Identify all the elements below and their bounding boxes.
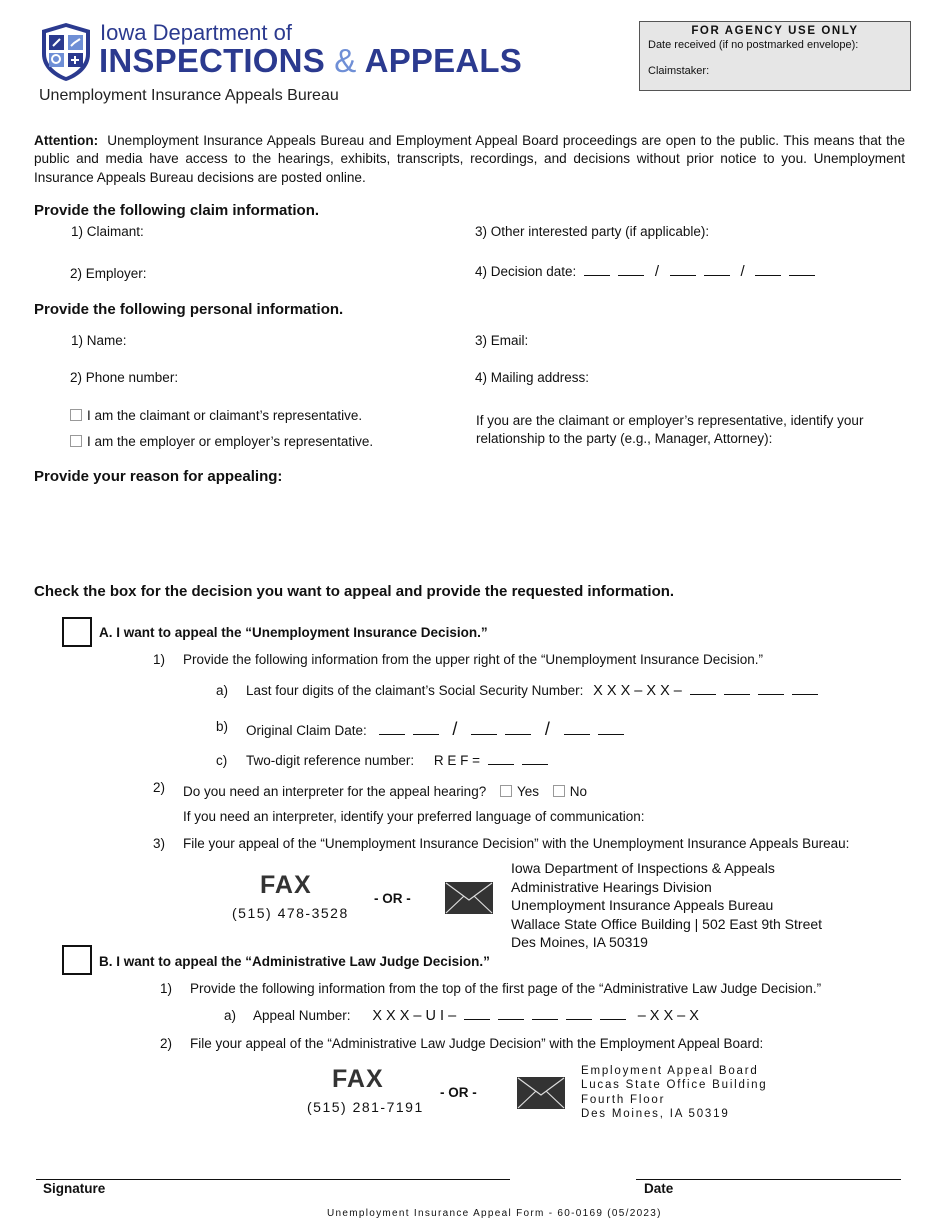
address-line: Fourth Floor	[581, 1093, 666, 1106]
original-claim-date-field[interactable]	[246, 719, 628, 740]
attention-label: Attention:	[34, 133, 99, 148]
section-a-item2-number: 2)	[153, 780, 166, 795]
slash-separator: /	[452, 719, 458, 739]
ssn-field[interactable]	[246, 683, 822, 699]
blank[interactable]	[522, 753, 548, 765]
ref-label-c: c)	[216, 753, 228, 768]
address-line: Lucas State Office Building	[581, 1079, 768, 1092]
decision-date-field[interactable]	[475, 263, 819, 280]
blank[interactable]	[789, 264, 815, 276]
employer-rep-checkbox[interactable]	[70, 434, 373, 449]
claim-date-label-b: b)	[216, 719, 229, 734]
claimant-rep-label: I am the claimant or claimant’s representative.	[87, 408, 363, 423]
interpreter-question-text: Do you need an interpreter for the appeal hearing?	[183, 784, 487, 799]
org-line2	[99, 42, 522, 80]
agency-use-title: FOR AGENCY USE ONLY	[691, 25, 859, 37]
blank[interactable]	[704, 264, 730, 276]
address-line: Des Moines, IA 50319	[511, 934, 648, 950]
appeal-number-mask-start: X X X – U I –	[372, 1008, 457, 1024]
phone-field[interactable]: 2) Phone number:	[70, 370, 179, 385]
uiab-mailing-address	[511, 859, 822, 952]
address-line: Unemployment Insurance Appeals Bureau	[511, 897, 774, 913]
other-party-field[interactable]: 3) Other interested party (if applicable):	[475, 224, 710, 239]
attention-paragraph	[34, 132, 905, 187]
org-line1: Iowa Department of	[100, 20, 292, 45]
claimstaker-label: Claimstaker:	[648, 65, 710, 77]
ssn-mask: X X X – X X –	[593, 683, 682, 699]
appeal-number-mask-end: – X X – X	[637, 1008, 699, 1024]
reference-mask: R E F =	[433, 753, 480, 768]
no-label: No	[569, 784, 588, 799]
personal-info-heading: Provide the following personal information.	[34, 301, 344, 318]
interpreter-yes-checkbox[interactable]	[500, 785, 512, 797]
address-line: Administrative Hearings Division	[511, 878, 712, 895]
blank[interactable]	[471, 723, 497, 735]
or-separator-a: - OR -	[374, 891, 411, 906]
date-label: Date	[644, 1181, 674, 1196]
blank[interactable]	[498, 1008, 524, 1020]
claimant-rep-checkbox[interactable]	[70, 408, 362, 423]
section-b-item2-number: 2)	[160, 1036, 173, 1051]
blank[interactable]	[755, 264, 781, 276]
reference-number-field[interactable]	[246, 753, 552, 768]
signature-line[interactable]	[36, 1179, 510, 1180]
blank[interactable]	[532, 1008, 558, 1020]
address-line: Wallace State Office Building | 502 East 9th Street	[511, 915, 823, 932]
section-a-item1-text: Provide the following information from the upper right of the “Unemployment Insurance Decision.”	[183, 652, 764, 667]
section-b-item2-text: File your appeal of the “Administrative Law Judge Decision” with the Employment Appeal Board:	[190, 1036, 764, 1051]
fax-number-a: (515) 478-3528	[232, 905, 349, 921]
blank[interactable]	[690, 683, 716, 695]
eab-mailing-address	[581, 1064, 767, 1121]
slash-separator: /	[740, 263, 745, 280]
address-line: Iowa Department of Inspections & Appeals	[511, 860, 775, 876]
reason-heading: Provide your reason for appealing:	[34, 468, 283, 485]
agency-logo	[40, 22, 540, 84]
attention-text: Unemployment Insurance Appeals Bureau and Employment Appeal Board proceedings are open to the public. This means that the public and media have access to the hearings, exhibits, transcripts, recordings, and decisions without prior notice to you. Unemployment Insurance Appeals Bureau decisions are posted online.	[34, 133, 905, 185]
decision-date-label: 4) Decision date:	[475, 264, 577, 279]
name-field[interactable]: 1) Name:	[71, 333, 127, 348]
address-line: Des Moines, IA 50319	[581, 1107, 730, 1120]
org-inspections: INSPECTIONS	[99, 42, 325, 79]
section-b-item1-text: Provide the following information from the top of the first page of the “Administrative Law Judge Decision.”	[190, 981, 822, 996]
blank[interactable]	[724, 683, 750, 695]
interpreter-question	[183, 784, 587, 799]
blank[interactable]	[584, 264, 610, 276]
agency-use-box	[639, 21, 911, 91]
checkbox[interactable]	[70, 435, 82, 447]
org-appeals: APPEALS	[364, 42, 522, 79]
blank[interactable]	[600, 1008, 626, 1020]
signature-label: Signature	[43, 1181, 106, 1196]
section-b-title: B. I want to appeal the “Administrative Law Judge Decision.”	[99, 954, 490, 969]
section-a-item1-number: 1)	[153, 652, 166, 667]
section-b-item1-number: 1)	[160, 981, 173, 996]
blank[interactable]	[670, 264, 696, 276]
representative-note: If you are the claimant or employer’s representative, identify your relationship to the party (e.g., Manager, Attorney):	[476, 413, 864, 446]
form-id: Unemployment Insurance Appeal Form - 60-0169 (05/2023)	[327, 1208, 662, 1219]
blank[interactable]	[758, 683, 784, 695]
interpreter-language-field[interactable]: If you need an interpreter, identify your preferred language of communication:	[183, 809, 645, 824]
blank[interactable]	[618, 264, 644, 276]
envelope-icon	[517, 1077, 565, 1109]
yes-label: Yes	[516, 784, 540, 799]
section-a-item3-text: File your appeal of the “Unemployment Insurance Decision” with the Unemployment Insurance Appeals Bureau:	[183, 836, 850, 851]
section-b-checkbox[interactable]	[62, 945, 92, 975]
fax-label-a: FAX	[260, 871, 312, 899]
reason-textarea[interactable]	[34, 492, 904, 572]
ssn-label-a: a)	[216, 683, 229, 698]
original-claim-date-label: Original Claim Date:	[246, 723, 367, 738]
section-a-checkbox[interactable]	[62, 617, 92, 647]
appeal-number-label: Appeal Number:	[253, 1008, 351, 1023]
blank[interactable]	[792, 683, 818, 695]
blank[interactable]	[413, 723, 439, 735]
reference-number-label: Two-digit reference number:	[246, 753, 415, 768]
checkbox[interactable]	[70, 409, 82, 421]
bureau-title: Unemployment Insurance Appeals Bureau	[39, 87, 339, 104]
slash-separator: /	[544, 719, 550, 739]
mailing-address-field[interactable]: 4) Mailing address:	[475, 370, 590, 385]
blank[interactable]	[464, 1008, 490, 1020]
claimant-field[interactable]: 1) Claimant:	[71, 224, 144, 239]
appeal-number-field[interactable]	[253, 1008, 699, 1024]
or-separator-b: - OR -	[440, 1085, 477, 1100]
fax-number-b: (515) 281-7191	[307, 1099, 424, 1115]
employer-field[interactable]: 2) Employer:	[70, 266, 147, 281]
section-a-item3-number: 3)	[153, 836, 166, 851]
blank[interactable]	[379, 723, 405, 735]
blank[interactable]	[505, 723, 531, 735]
employer-rep-label: I am the employer or employer’s representative.	[87, 434, 374, 449]
blank[interactable]	[566, 1008, 592, 1020]
appeal-number-label-a: a)	[224, 1008, 237, 1023]
blank[interactable]	[488, 753, 514, 765]
address-line: Employment Appeal Board	[581, 1065, 759, 1077]
ssn-label: Last four digits of the claimant’s Social Security Number:	[246, 683, 584, 698]
date-received-label: Date received (if no postmarked envelope):	[648, 39, 859, 51]
date-line[interactable]	[636, 1179, 901, 1180]
fax-label-b: FAX	[332, 1065, 384, 1093]
slash-separator: /	[654, 263, 660, 280]
envelope-icon	[445, 882, 493, 914]
blank[interactable]	[564, 723, 590, 735]
org-ampersand: &	[334, 42, 357, 79]
decision-check-heading: Check the box for the decision you want to appeal and provide the requested information.	[34, 583, 675, 600]
claim-info-heading: Provide the following claim information.	[34, 202, 320, 219]
blank[interactable]	[598, 723, 624, 735]
interpreter-no-checkbox[interactable]	[553, 785, 565, 797]
email-field[interactable]: 3) Email:	[475, 333, 529, 348]
shield-icon	[40, 22, 92, 82]
section-a-title: A. I want to appeal the “Unemployment Insurance Decision.”	[99, 625, 488, 640]
